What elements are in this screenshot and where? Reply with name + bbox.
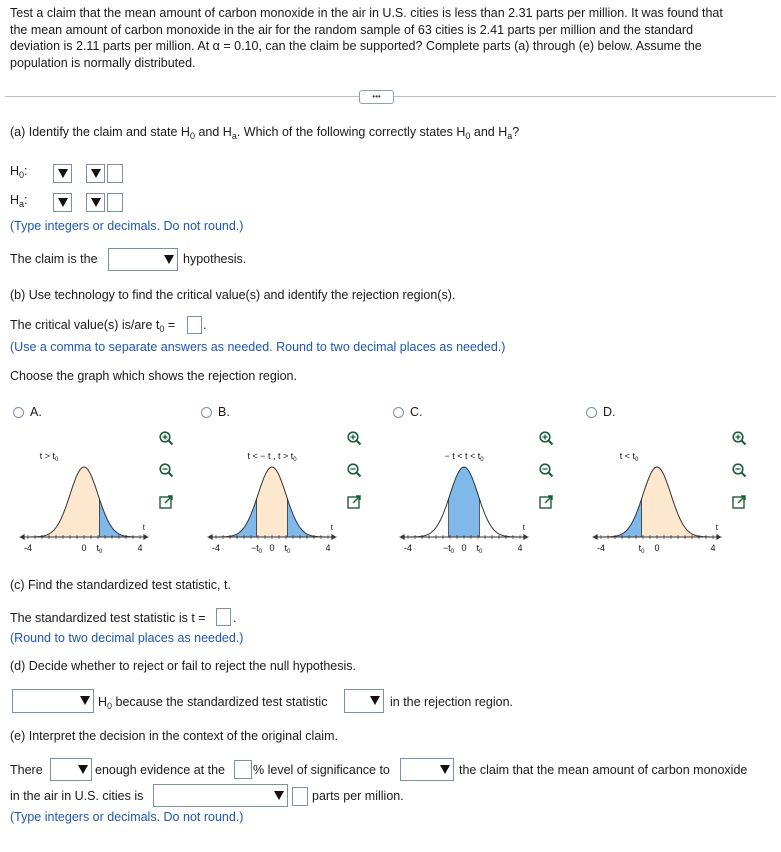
enough-evidence-text: enough evidence at the: [95, 763, 225, 777]
claim-value-input[interactable]: [292, 787, 308, 806]
rejection-region-graph: [390, 437, 535, 557]
claim-hypothesis-dropdown[interactable]: [108, 248, 178, 271]
shaded-region: [216, 499, 257, 537]
graph-radio[interactable]: [586, 407, 597, 418]
axis-arrow: [593, 534, 598, 540]
evidence-dropdown[interactable]: [50, 758, 92, 781]
zoom-in-icon[interactable]: [346, 430, 362, 446]
intro-line-3: deviation is 2.11 parts per million. At α = 0.10, can the claim be supported? Complete parts (a) through (e) below. Assume the: [10, 39, 702, 53]
axis-arrow: [143, 534, 148, 540]
period: .: [203, 318, 207, 332]
tick-label: -4: [403, 543, 413, 553]
tick-label: 4: [137, 543, 143, 553]
tick-label: 4: [325, 543, 331, 553]
graph-letter: D.: [603, 405, 616, 419]
tick-label: -4: [23, 543, 33, 553]
ha-value-input[interactable]: [107, 193, 123, 212]
part-b-note: (Use a comma to separate answers as needed. Round to two decimal places as needed.): [10, 340, 506, 354]
intro-line-4: population is normally distributed.: [10, 55, 196, 70]
graph-letter: A.: [30, 405, 42, 419]
comparison-dropdown[interactable]: [153, 784, 288, 807]
rejection-region-graph: [10, 437, 155, 557]
claim-label: The claim is the: [10, 252, 98, 266]
rejection-region-dropdown[interactable]: [344, 689, 384, 713]
claim-value-suffix: parts per million.: [312, 789, 404, 803]
open-new-window-icon[interactable]: [158, 494, 174, 510]
tick-label: -4: [596, 543, 606, 553]
zoom-out-icon[interactable]: [731, 462, 747, 478]
graph-radio[interactable]: [13, 407, 24, 418]
there-label: There: [10, 763, 43, 777]
axis-arrow: [331, 534, 336, 540]
problem-statement: [10, 5, 723, 71]
graph-option-b[interactable]: [198, 402, 383, 562]
tick-label: 0: [654, 543, 660, 553]
zoom-in-icon[interactable]: [538, 430, 554, 446]
shaded-region: [449, 467, 480, 537]
part-e-question: (e) Interpret the decision in the context of the original claim.: [10, 729, 338, 743]
part-a-question: (a) Identify the claim and state $H_0$ and $H_a$. Which of the following correctly states $H_0$ and $H_a$?: [10, 125, 520, 141]
axis-label: t: [715, 523, 719, 532]
significance-level-input[interactable]: [234, 760, 252, 779]
critical-value-input[interactable]: [187, 316, 202, 334]
open-new-window-icon[interactable]: [731, 494, 747, 510]
condition-label: − $t < t < t_0$: [444, 451, 484, 463]
condition-label: $t < t_0$: [619, 451, 639, 463]
part-e-note: (Type integers or decimals. Do not round.): [10, 810, 244, 824]
part-b-question: (b) Use technology to find the critical value(s) and identify the rejection region(s).: [10, 288, 456, 302]
h0-value-input[interactable]: [107, 164, 123, 183]
critical-value-label: The critical value(s) is/are $t_0$ =: [10, 318, 176, 334]
zoom-in-icon[interactable]: [158, 430, 174, 446]
h0-parameter-dropdown[interactable]: [53, 164, 72, 183]
rejection-region-graph: [198, 437, 343, 557]
axis-label: t: [522, 523, 526, 532]
axis-arrow: [208, 534, 213, 540]
axis-arrow: [716, 534, 721, 540]
test-statistic-label: The standardized test statistic is t =: [10, 611, 206, 625]
shaded-region: [601, 499, 642, 537]
rejection-region-graph: [583, 437, 728, 557]
graph-letter: B.: [218, 405, 230, 419]
claim-tail-text: the claim that the mean amount of carbon monoxide: [459, 763, 748, 777]
shaded-region: [28, 467, 99, 537]
tick-label: $t_0$: [284, 543, 291, 555]
zoom-in-icon[interactable]: [731, 430, 747, 446]
part-c-question: (c) Find the standardized test statistic, t.: [10, 578, 231, 592]
part-c-note: (Round to two decimal places as needed.): [10, 631, 244, 645]
tick-label: 0: [81, 543, 87, 553]
support-claim-dropdown[interactable]: [400, 758, 454, 781]
rejection-region-suffix: in the rejection region.: [390, 695, 513, 709]
tick-label: 4: [517, 543, 523, 553]
open-new-window-icon[interactable]: [538, 494, 554, 510]
period: .: [233, 611, 237, 625]
part-d-question: (d) Decide whether to reject or fail to reject the null hypothesis.: [10, 659, 357, 673]
intro-line-1: Test a claim that the mean amount of carbon monoxide in the air in U.S. cities is less than 2.31 parts per million. It was found that: [10, 6, 723, 20]
zoom-out-icon[interactable]: [346, 462, 362, 478]
expand-button[interactable]: •••: [359, 90, 394, 104]
part-a-note: (Type integers or decimals. Do not round.): [10, 219, 244, 233]
ha-operator-dropdown[interactable]: [86, 193, 105, 212]
axis-arrow: [20, 534, 25, 540]
graph-radio[interactable]: [393, 407, 404, 418]
shaded-region: [287, 499, 328, 537]
axis-arrow: [523, 534, 528, 540]
h0-label: $H_0$:: [10, 164, 28, 180]
h0-operator-dropdown[interactable]: [86, 164, 105, 183]
open-new-window-icon[interactable]: [346, 494, 362, 510]
tick-label: $t_0$: [476, 543, 483, 555]
tick-label: 0: [461, 543, 467, 553]
shaded-region: [257, 467, 288, 537]
tick-label: 4: [710, 543, 716, 553]
test-statistic-input[interactable]: [216, 608, 231, 626]
shaded-region: [99, 499, 140, 537]
axis-arrow: [400, 534, 405, 540]
zoom-out-icon[interactable]: [158, 462, 174, 478]
graph-radio[interactable]: [201, 407, 212, 418]
reject-decision-dropdown[interactable]: [12, 689, 94, 713]
condition-label: t < − t , $t > t_0$: [247, 451, 297, 463]
tick-label: $t_0$: [96, 543, 103, 555]
graph-option-a[interactable]: [10, 402, 195, 562]
shaded-region: [642, 467, 713, 537]
tick-label: $-t_0$: [251, 543, 263, 555]
zoom-out-icon[interactable]: [538, 462, 554, 478]
graph-option-c[interactable]: [390, 402, 575, 562]
axis-label: t: [330, 523, 334, 532]
tick-label: $-t_0$: [443, 543, 455, 555]
graph-letter: C.: [410, 405, 423, 419]
ha-parameter-dropdown[interactable]: [53, 193, 72, 212]
tick-label: -4: [211, 543, 221, 553]
ha-label: $H_a$:: [10, 193, 28, 209]
condition-label: $t > t_0$: [39, 451, 59, 463]
tick-label: $t_0$: [638, 543, 645, 555]
claim-suffix: hypothesis.: [183, 252, 247, 266]
intro-line-2: the mean amount of carbon monoxide in the air for the random sample of 63 cities is 2.41 parts per million and the standard: [10, 22, 694, 37]
significance-level-text: % level of significance to: [253, 763, 390, 777]
choose-graph-prompt: Choose the graph which shows the rejection region.: [10, 369, 297, 383]
decision-text: $H_0$ because the standardized test statistic: [98, 695, 328, 711]
claim-tail-line2: in the air in U.S. cities is: [10, 789, 144, 803]
tick-label: 0: [269, 543, 275, 553]
axis-label: t: [142, 523, 146, 532]
graph-option-d[interactable]: [583, 402, 768, 562]
